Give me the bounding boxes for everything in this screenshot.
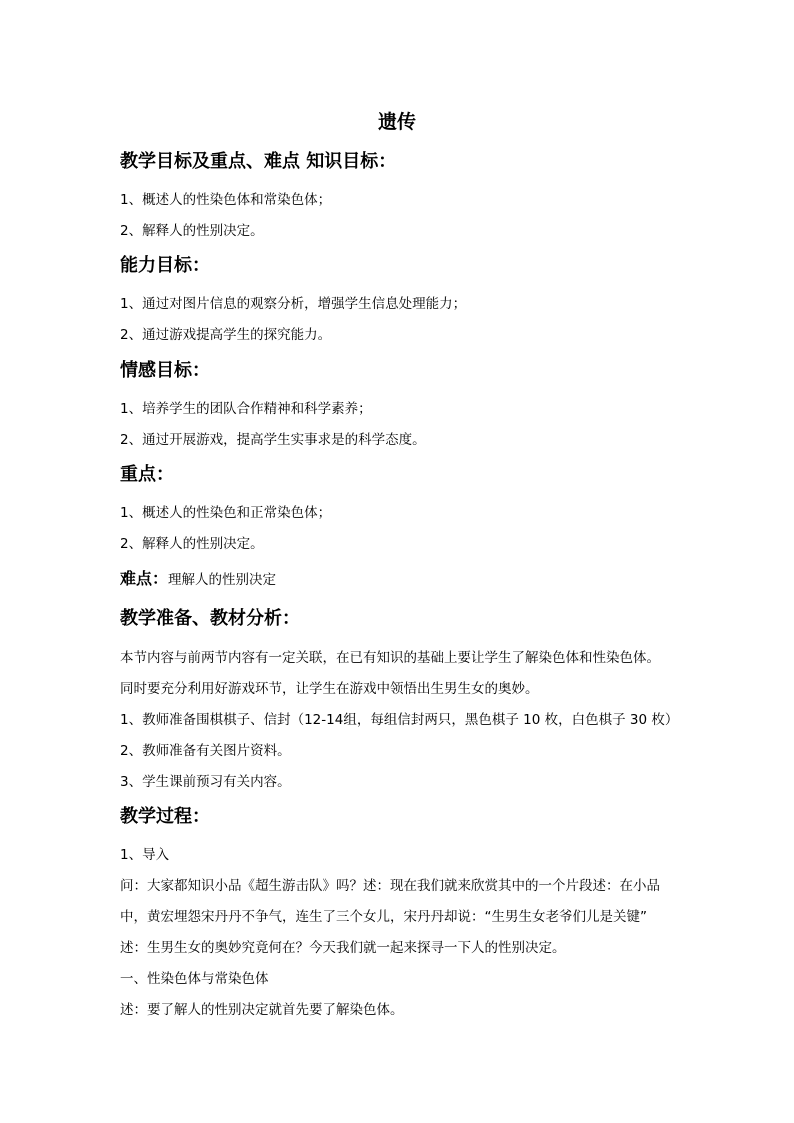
difficulty-text: 理解人的性别决定 bbox=[168, 572, 277, 588]
paragraph-line: 2、教师准备有关图片资料。 bbox=[120, 743, 291, 759]
paragraph-line: 中，黄宏埋怨宋丹丹不争气，连生了三个女儿，宋丹丹却说：“生男生女老爷们儿是关键” bbox=[120, 909, 647, 925]
paragraph-line: 1、培养学生的团队合作精神和科学素养； bbox=[120, 401, 372, 417]
paragraph-line: 2、解释人的性别决定。 bbox=[120, 223, 264, 239]
paragraph-line: 1、教师准备围棋棋子、信封（12-14组，每组信封两只，黑色棋子 10 枚，白色棋子 30 枚） bbox=[120, 712, 679, 728]
section-heading-objectives: 教学目标及重点、难点 知识目标： bbox=[120, 151, 397, 172]
paragraph-line: 2、通过游戏提高学生的探究能力。 bbox=[120, 327, 332, 343]
paragraph-line: 3、学生课前预习有关内容。 bbox=[120, 774, 291, 790]
paragraph-line: 述：要了解人的性别决定就首先要了解染色体。 bbox=[120, 1002, 404, 1018]
difficulty-line bbox=[120, 566, 276, 589]
section-heading-process: 教学过程： bbox=[120, 806, 210, 827]
paragraph-line: 同时要充分利用好游戏环节，让学生在游戏中领悟出生男生女的奥妙。 bbox=[120, 681, 539, 697]
paragraph-line: 问：大家都知识小品《超生游击队》吗？述：现在我们就来欣赏其中的一个片段述：在小品 bbox=[120, 878, 660, 894]
section-heading-preparation: 教学准备、教材分析： bbox=[120, 608, 300, 629]
paragraph-line: 2、通过开展游戏，提高学生实事求是的科学态度。 bbox=[120, 432, 426, 448]
paragraph-line: 1、通过对图片信息的观察分析，增强学生信息处理能力； bbox=[120, 296, 467, 312]
paragraph-line: 1、导入 bbox=[120, 847, 170, 863]
section-heading-emotion: 情感目标： bbox=[120, 360, 210, 381]
paragraph-line: 1、概述人的性染色和正常染色体； bbox=[120, 505, 332, 521]
paragraph-line: 一、性染色体与常染色体 bbox=[120, 971, 269, 987]
paragraph-line: 本节内容与前两节内容有一定关联，在已有知识的基础上要让学生了解染色体和性染色体。 bbox=[120, 650, 660, 666]
paragraph-line: 1、概述人的性染色体和常染色体； bbox=[120, 192, 332, 208]
paragraph-line: 述：生男生女的奥妙究竟何在？今天我们就一起来探寻一下人的性别决定。 bbox=[120, 940, 566, 956]
section-heading-ability: 能力目标： bbox=[120, 255, 210, 276]
section-heading-difficulty: 难点： bbox=[120, 569, 169, 588]
section-heading-key-points: 重点： bbox=[120, 464, 174, 485]
document-title: 遗传 bbox=[377, 111, 416, 133]
paragraph-line: 2、解释人的性别决定。 bbox=[120, 536, 264, 552]
